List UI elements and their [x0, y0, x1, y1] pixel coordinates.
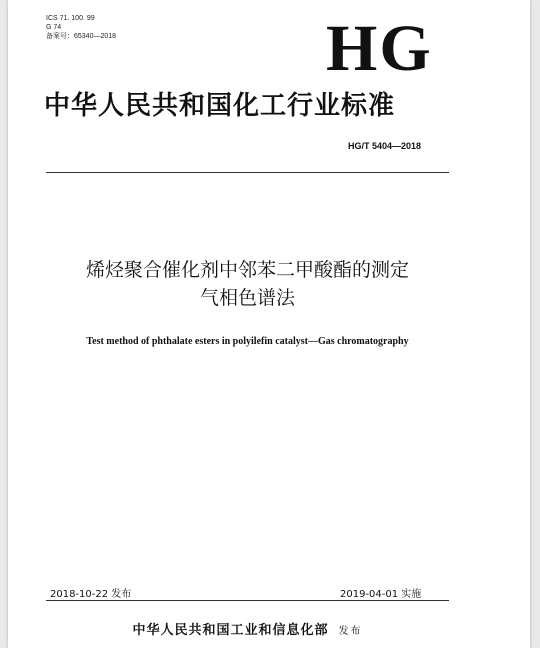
english-title: Test method of phthalate esters in polyilefin catalyst—Gas chromatography	[86, 336, 409, 347]
standard-number: HG/T 5404—2018	[348, 141, 422, 151]
publisher-line	[46, 619, 449, 638]
standard-title: 中华人民共和国化工行业标准	[44, 91, 396, 121]
document-page	[8, 0, 530, 648]
filing-number: 备案号：65340—2018	[46, 33, 117, 40]
implementation-date: 2019-04-01 实施	[340, 589, 422, 600]
chinese-title	[46, 256, 449, 312]
bottom-divider	[46, 600, 449, 601]
chinese-title-line-1: 烯烃聚合催化剂中邻苯二甲酸酯的测定	[85, 259, 409, 281]
publisher-action: 发布	[338, 626, 363, 637]
publisher-org: 中华人民共和国工业和信息化部	[132, 623, 329, 638]
top-divider	[46, 172, 449, 173]
hg-logo: HG	[326, 12, 433, 85]
ics-code: ICS 71. 100. 99	[46, 15, 95, 22]
issue-date: 2018-10-22 发布	[50, 589, 132, 600]
category-code: G 74	[46, 24, 62, 31]
metadata-block	[46, 14, 116, 41]
chinese-title-line-2: 气相色谱法	[199, 287, 295, 309]
